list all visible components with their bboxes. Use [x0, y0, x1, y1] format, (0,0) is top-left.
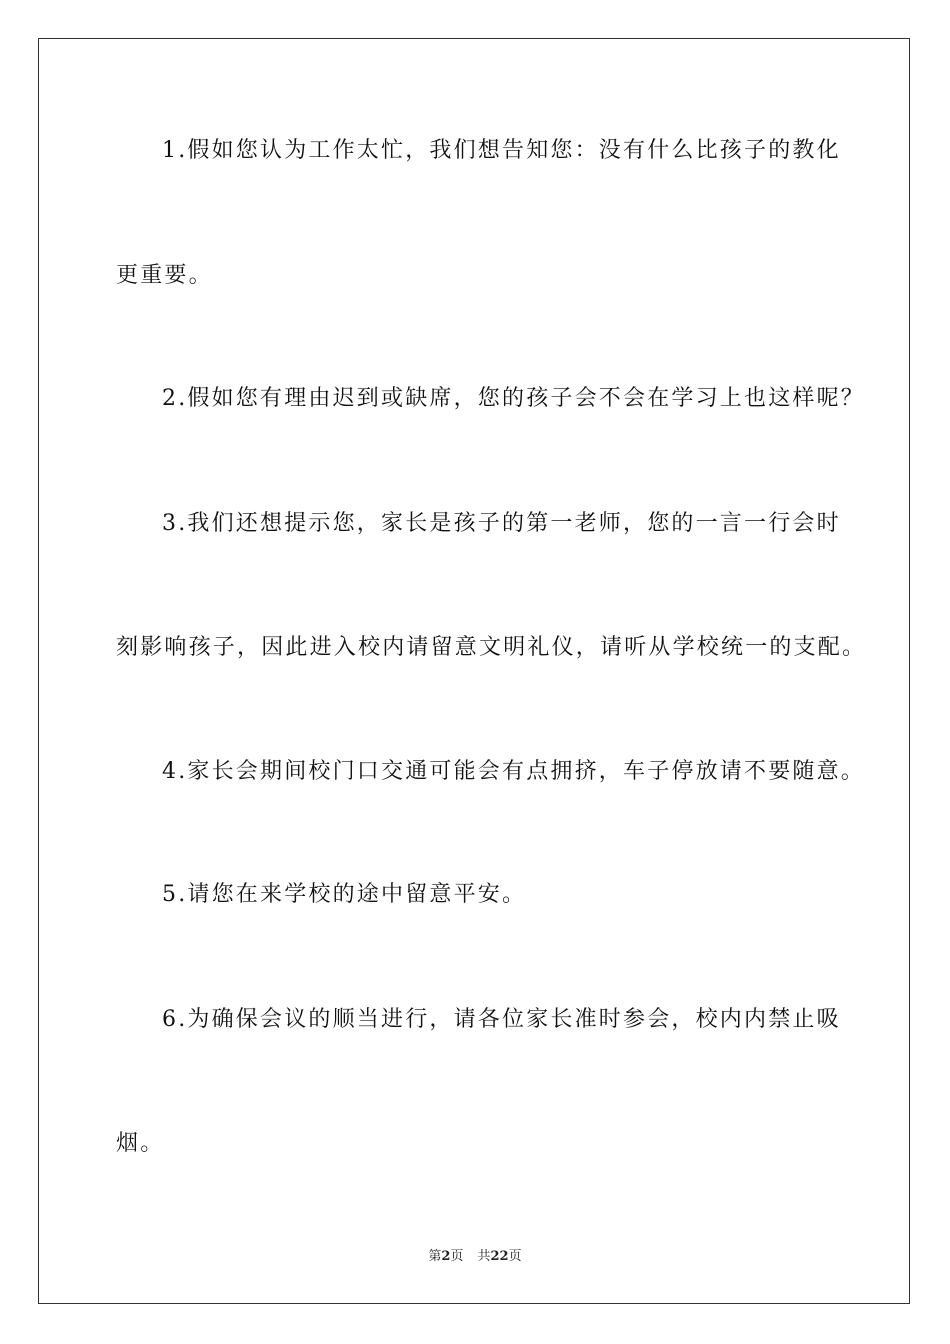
paragraph-2-line-1: 2.假如您有理由迟到或缺席，您的孩子会不会在学习上也这样呢？	[162, 386, 865, 411]
paragraph-1-line-1: 1.假如您认为工作太忙，我们想告知您：没有什么比孩子的教化	[162, 138, 841, 163]
page-frame	[38, 38, 910, 1304]
paragraph-3-line-1: 3.我们还想提示您，家长是孩子的第一老师，您的一言一行会时	[162, 511, 841, 536]
page-footer	[0, 1248, 950, 1266]
total-pages: 22	[490, 1249, 509, 1264]
page-number: 2	[441, 1249, 451, 1264]
paragraph-5-line-1: 5.请您在来学校的途中留意平安。	[162, 882, 527, 907]
total-prefix: 共	[477, 1249, 491, 1264]
total-suffix: 页	[508, 1249, 522, 1264]
paragraph-1-line-2: 更重要。	[116, 263, 213, 288]
paragraph-3-line-2: 刻影响孩子，因此进入校内请留意文明礼仪，请听从学校统一的支配。	[116, 635, 867, 660]
page-prefix: 第	[428, 1249, 442, 1264]
paragraph-6-line-2: 烟。	[116, 1131, 165, 1156]
paragraph-4-line-1: 4.家长会期间校门口交通可能会有点拥挤，车子停放请不要随意。	[162, 759, 865, 784]
page-suffix: 页	[450, 1249, 464, 1264]
paragraph-6-line-1: 6.为确保会议的顺当进行，请各位家长准时参会，校内内禁止吸	[162, 1007, 841, 1032]
